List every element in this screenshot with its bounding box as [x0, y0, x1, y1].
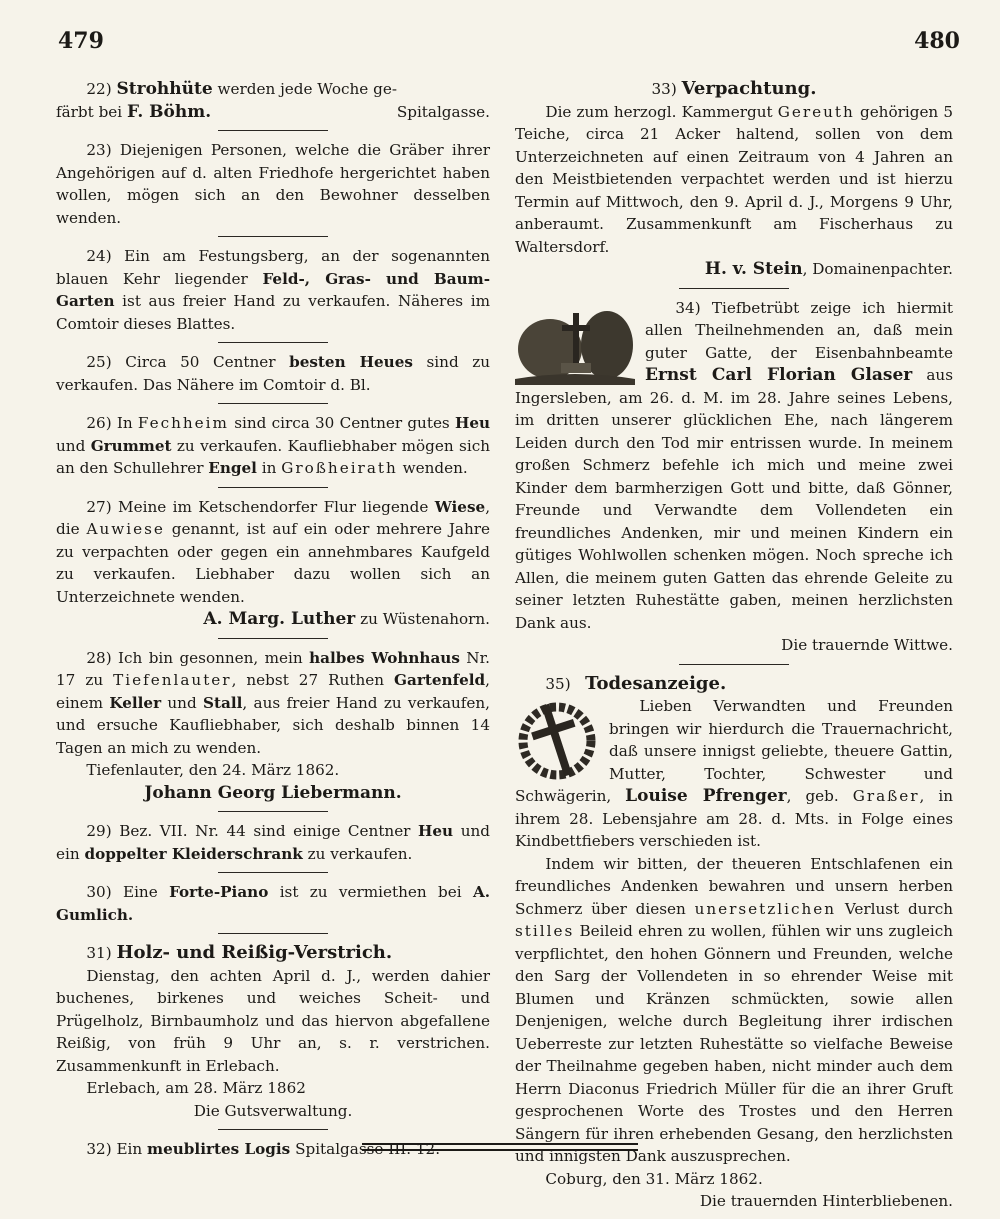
ad-29: 29) Bez. VII. Nr. 44 sind einige Centner Heu und ein doppelter Kleiderschrank zu verkaufen. [56, 822, 490, 863]
ad-33-headline: Verpachtung. [681, 78, 817, 99]
separator [218, 872, 328, 873]
separator [218, 1129, 328, 1130]
separator [218, 487, 328, 488]
ad-22-name: F. Böhm. [126, 101, 212, 122]
page-number-left: 479 [58, 28, 104, 54]
ad-24: 24) Ein am Festungsberg, an der sogenannten blauen Kehr liegender Feld-, Gras- und Baum- Garten ist aus freier Hand zu verkaufen. Näheres im Comtoir dieses Blattes. [56, 247, 491, 333]
separator [679, 288, 789, 289]
column-left [56, 78, 490, 1167]
page-number-right: 480 [914, 28, 960, 54]
ad-35-headline: Todesanzeige. [585, 672, 727, 694]
separator [218, 933, 328, 934]
ad-26: 26) In Fechheim sind circa 30 Centner gutes Heu und Grummet zu verkaufen. Kaufliebhaber mögen sich an den Schullehrer Engel in Großheirath wenden. [56, 414, 491, 477]
ad-23: 23) Diejenigen Personen, welche die Gräber ihrer Angehörigen auf d. alten Friedhofe hergerichtet haben wollen, mögen sich an den Bewohner desselben wenden. [56, 141, 490, 227]
ad-30: 30) Eine Forte-Piano ist zu vermiethen bei A. Gumlich. [56, 883, 491, 924]
separator [218, 638, 328, 639]
ad-34: 34) Tiefbetrübt zeige ich hiermit allen Theilnehmenden an, daß mein guter Gatte, der Eisenbahnbeamte Ernst Carl Florian Glaser aus Ingersleben, am 26. d. M. im 28. Jahre seines Lebens, im dritten unserer glücklichen Ehe, nach längerem Leiden durch den Tod mir entrissen wurde. In meinem großen Schmerz befehle ich mich und meine zwei Kinder dem barmherzigen Gott und bitte, daß Gönner, Freunde und Verwandte dem Vollendeten ein freundliches Andenken, mir und meinen Kindern ein gütiges Wohlwollen schenken mögen. Noch spreche ich Allen, die meinem guten Gatten das ehrende Geleite zu seiner letzten Ruhestätte gaben, meinen herzlichsten Dank aus. Die trauernde Wittwe. [515, 298, 953, 654]
ad-22-headline: Strohhüte [116, 79, 213, 99]
ad-22: 22) Strohhüte werden jede Woche ge- färbt bei F. Böhm. Spitalgasse. [56, 79, 490, 122]
grave-cross-engraving [515, 299, 635, 385]
separator [218, 130, 328, 131]
ad-31-headline: Holz- und Reißig-Verstrich. [116, 942, 393, 963]
ad-28: 28) Ich bin gesonnen, mein halbes Wohnhaus Nr. 17 zu Tiefenlauter, nebst 27 Ruthen Gartenfeld, einem Keller und Stall, aus freier Hand zu verkaufen, und ersuche Kaufliebhaber, sich deshalb binnen 14 Tagen an mich zu wenden. Tiefenlauter, den 24. März 1862. Johann Georg Liebermann. [56, 648, 491, 803]
ad-32: 32) Ein meublirtes Logis Spitalgasse III. 12. [86, 1140, 441, 1158]
separator [679, 664, 789, 665]
end-double-rule [362, 1143, 638, 1155]
separator [218, 811, 328, 812]
ad-25: 25) Circa 50 Centner besten Heues sind zu verkaufen. Das Nähere im Comtoir d. Bl. [56, 353, 491, 394]
ad-31: 31) Holz- und Reißig-Verstrich. Dienstag, den achten April d. J., werden dahier buchenes, birkenes und weiches Scheit- und Prügelholz, Birnbaumholz und das hiervon abgefallene Reißig, von früh 9 Uhr an, s. r. verstrichen. Zusammenkunft in Erlebach. Erlebach, am 28. März 1862 Die Gutsverwaltung. [56, 942, 490, 1120]
ad-33: 33) Verpachtung. Die zum herzogl. Kammergut Gereuth gehörigen 5 Teiche, circa 21 Acker haltend, sollen von dem Unterzeichneten auf einen Zeitraum von 4 Jahren an den Meistbietenden verpachtet werden und ist hierzu Termin auf Mittwoch, den 9. April d. J., Morgens 9 Uhr, anberaumt. Zusammenkunft am Fischerhaus zu Waltersdorf. H. v. Stein, Domainenpachter. [515, 78, 954, 279]
separator [218, 236, 328, 237]
ad-27: 27) Meine im Ketschendorfer Flur liegende Wiese, die Auwiese genannt, ist auf ein oder mehrere Jahre zu verpachten oder gegen ein annehmbares Kaufgeld zu verkaufen. Liebhaber dazu wollen sich an Unterzeichnete wenden. A. Marg. Luther zu Wüstenahorn. [56, 497, 491, 629]
column-right [515, 78, 953, 1219]
separator [218, 403, 328, 404]
wreath-cross-engraving [515, 697, 599, 781]
separator [218, 342, 328, 343]
ad-35: 35) Todesanzeige. Lieben Verwandten und Freunden bringen wir hierdurch die Trauernachricht, daß unsere innigst geliebte, theuere Gattin, Mutter, Tochter, Schwester und Schwägerin, Louise Pfrenger, geb. Graßer, in ihrem 28. Lebensjahre am 28. d. Mts. in Folge eines Kindbettfiebers verschieden ist. Indem wir bitten, der theueren Entschlafenen ein freundliches Andenken bewahren und unsern herben Schmerz über diesen unersetzlichen Verlust durch stilles Beileid ehren zu wollen, fühlen wir uns zugleich verpflichtet, den hohen Gönnern und Freunden, welche den Sarg der Vollendeten in so ehrender Weise mit Blumen und Kränzen schmückten, sowie allen Denjenigen, welche durch Begleitung ihrer irdischen Ueberreste zur letzten Ruhestätte so vielfache Beweise der Theilnahme gegeben haben, nicht minder auch dem Herrn Diaconus Friedrich Müller für die an ihrer Gruft gesprochenen Worte des Trostes und den Herren Sängern für ihren erhebenden Gesang, den herzlichsten und innigsten Dank auszusprechen. Coburg, den 31. März 1862. Die trauernden Hinterbliebenen. [515, 672, 953, 1210]
